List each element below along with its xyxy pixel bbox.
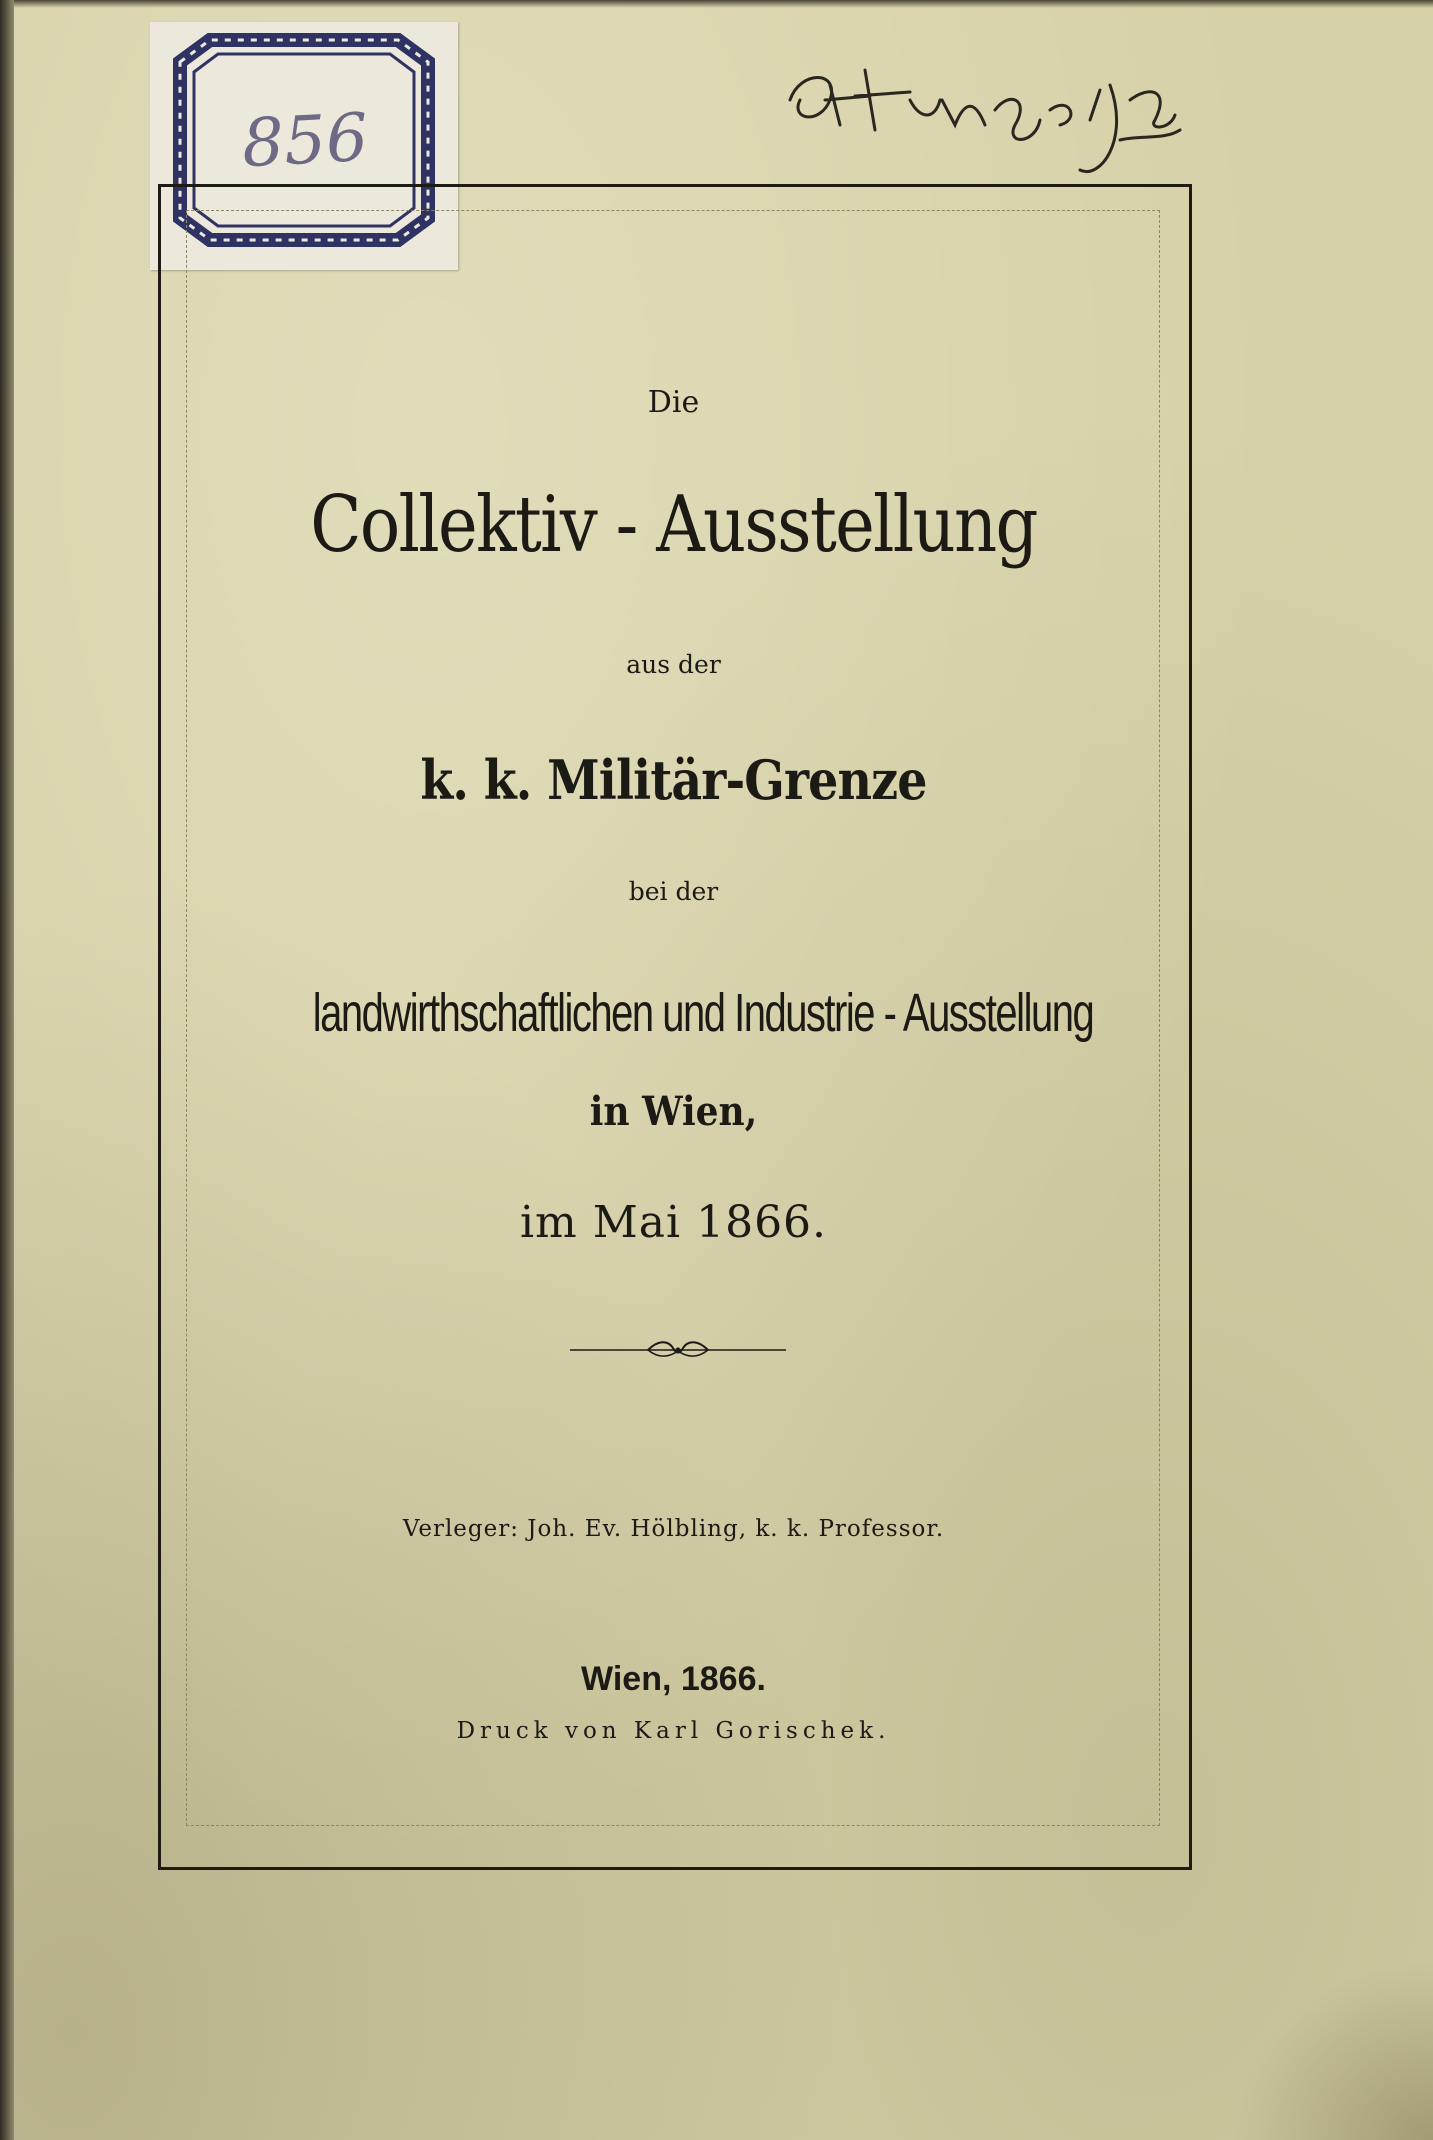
title-line-die: Die — [647, 385, 700, 420]
main-title: Collektiv - Ausstellung — [310, 480, 1037, 570]
ornament-divider-icon — [568, 1336, 788, 1364]
top-edge-shadow — [0, 0, 1433, 8]
location-line: in Wien, — [589, 1088, 758, 1135]
label-number: 856 — [240, 98, 370, 183]
title-line-bei-der: bei der — [628, 877, 719, 906]
date-line: im Mai 1866. — [519, 1197, 828, 1248]
spine-edge — [0, 0, 14, 2140]
title-line-aus-der: aus der — [626, 650, 721, 679]
corner-wear — [1233, 1960, 1433, 2140]
military-border-title: k. k. Militär-Grenze — [420, 748, 927, 812]
printer-line: Druck von Karl Gorischek. — [456, 1718, 891, 1744]
exhibition-title: landwirthschaftlichen und Industrie - Ausstellung — [312, 983, 1094, 1043]
publisher-line: Verleger: Joh. Ev. Hölbling, k. k. Professor. — [402, 1516, 945, 1542]
place-year-line: Wien, 1866. — [581, 1660, 766, 1698]
handwritten-signature — [770, 30, 1230, 200]
